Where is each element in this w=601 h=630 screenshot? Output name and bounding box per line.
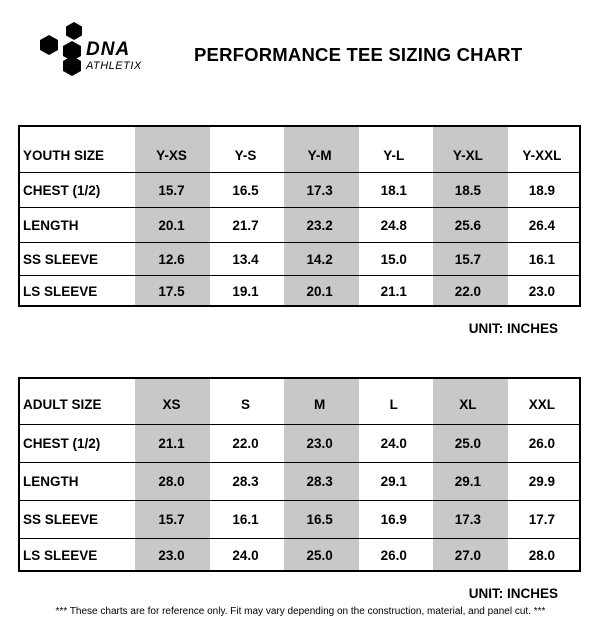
adult-size-table [18, 377, 581, 572]
logo-hexagon-left [40, 35, 58, 55]
table-cell: 18.5 [454, 182, 481, 198]
size-heading: L [389, 396, 398, 412]
table-cell: 24.0 [232, 547, 259, 563]
table-cell: 23.0 [158, 547, 185, 563]
table-cell: 26.4 [528, 217, 556, 233]
table-row [20, 462, 579, 500]
table-cell: 20.1 [158, 217, 185, 233]
table-header-row [20, 141, 579, 169]
youth-unit-note: UNIT: INCHES [468, 321, 558, 336]
table-cell: 16.5 [306, 512, 333, 527]
row-label: SS SLEEVE [23, 512, 99, 527]
table-cell: 21.1 [158, 436, 185, 451]
size-heading: Y-S [234, 147, 257, 163]
table-cell: 25.0 [454, 436, 481, 451]
table-row [20, 424, 579, 462]
row-label: CHEST (1/2) [23, 436, 101, 451]
table-cell: 24.0 [380, 436, 407, 451]
table-row [20, 242, 579, 275]
table-cell: 28.3 [232, 474, 259, 489]
size-heading: XXL [528, 396, 556, 412]
size-heading: Y-XL [452, 147, 483, 163]
row-label: LS SLEEVE [23, 283, 98, 299]
table-cell: 23.0 [528, 283, 556, 299]
table-row [20, 275, 579, 306]
page-title: PERFORMANCE TEE SIZING CHART [194, 44, 523, 65]
table-cell: 28.0 [158, 474, 185, 489]
table-cell: 18.1 [380, 182, 407, 198]
table-cell: 19.1 [232, 283, 259, 299]
table-cell: 17.7 [528, 512, 556, 527]
table-cell: 12.6 [158, 251, 185, 267]
size-heading: Y-XXL [522, 147, 562, 163]
table-cell: 14.2 [306, 251, 333, 267]
table-cell: 22.0 [232, 436, 259, 451]
table-cell: 15.7 [158, 512, 185, 527]
table-cell: 16.9 [380, 512, 407, 527]
size-heading: XL [459, 396, 477, 412]
table-cell: 28.3 [306, 474, 333, 489]
table-cell: 29.9 [528, 474, 556, 489]
table-row [20, 500, 579, 538]
row-label: SS SLEEVE [23, 251, 99, 267]
table-cell: 24.8 [380, 217, 407, 233]
table-cell: 13.4 [232, 251, 259, 267]
table-cell: 21.7 [232, 217, 259, 233]
table-cell: 16.5 [232, 182, 259, 198]
size-heading: M [314, 396, 326, 412]
table-cell: 26.0 [380, 547, 407, 563]
adult-unit-note: UNIT: INCHES [468, 586, 558, 601]
table-cell: 17.5 [158, 283, 185, 299]
size-heading: Y-L [383, 147, 405, 163]
row-label: CHEST (1/2) [23, 182, 101, 198]
table-cell: 25.6 [454, 217, 481, 233]
table-cell: 27.0 [454, 547, 481, 563]
logo-hexagon-bottom [63, 56, 81, 76]
table-row [20, 538, 579, 571]
logo-hexagon-top [66, 22, 82, 40]
table-cell: 15.7 [454, 251, 481, 267]
table-row [20, 207, 579, 242]
table-cell: 23.0 [306, 436, 333, 451]
table-cell: 28.0 [528, 547, 556, 563]
header-label: ADULT SIZE [23, 396, 102, 412]
table-cell: 22.0 [454, 283, 481, 299]
table-cell: 15.7 [158, 182, 185, 198]
row-label: LENGTH [23, 474, 79, 489]
table-cell: 25.0 [306, 547, 333, 563]
table-row [20, 172, 579, 207]
size-heading: S [241, 396, 251, 412]
table-cell: 20.1 [306, 283, 333, 299]
table-cell: 29.1 [380, 474, 407, 489]
table-cell: 15.0 [380, 251, 407, 267]
table-cell: 26.0 [528, 436, 556, 451]
table-cell: 18.9 [528, 182, 556, 198]
table-cell: 17.3 [454, 512, 481, 527]
table-cell: 21.1 [380, 283, 407, 299]
table-cell: 23.2 [306, 217, 333, 233]
table-cell: 17.3 [306, 182, 333, 198]
logo-subtext: ATHLETIX [86, 60, 142, 72]
size-heading: Y-M [307, 147, 332, 163]
table-header-row [20, 389, 579, 419]
table-cell: 16.1 [528, 251, 556, 267]
row-label: LS SLEEVE [23, 547, 98, 563]
logo-wordmark: DNA [86, 39, 131, 60]
size-heading: Y-XS [156, 147, 187, 163]
disclaimer-footnote: *** These charts are for reference only. Fit may vary depending on the construction, material, and panel cut. *** [55, 606, 546, 617]
header-label: YOUTH SIZE [23, 147, 105, 163]
table-cell: 29.1 [454, 474, 481, 489]
table-cell: 16.1 [232, 512, 259, 527]
size-heading: XS [162, 396, 181, 412]
row-label: LENGTH [23, 217, 79, 233]
youth-size-table [18, 125, 581, 307]
